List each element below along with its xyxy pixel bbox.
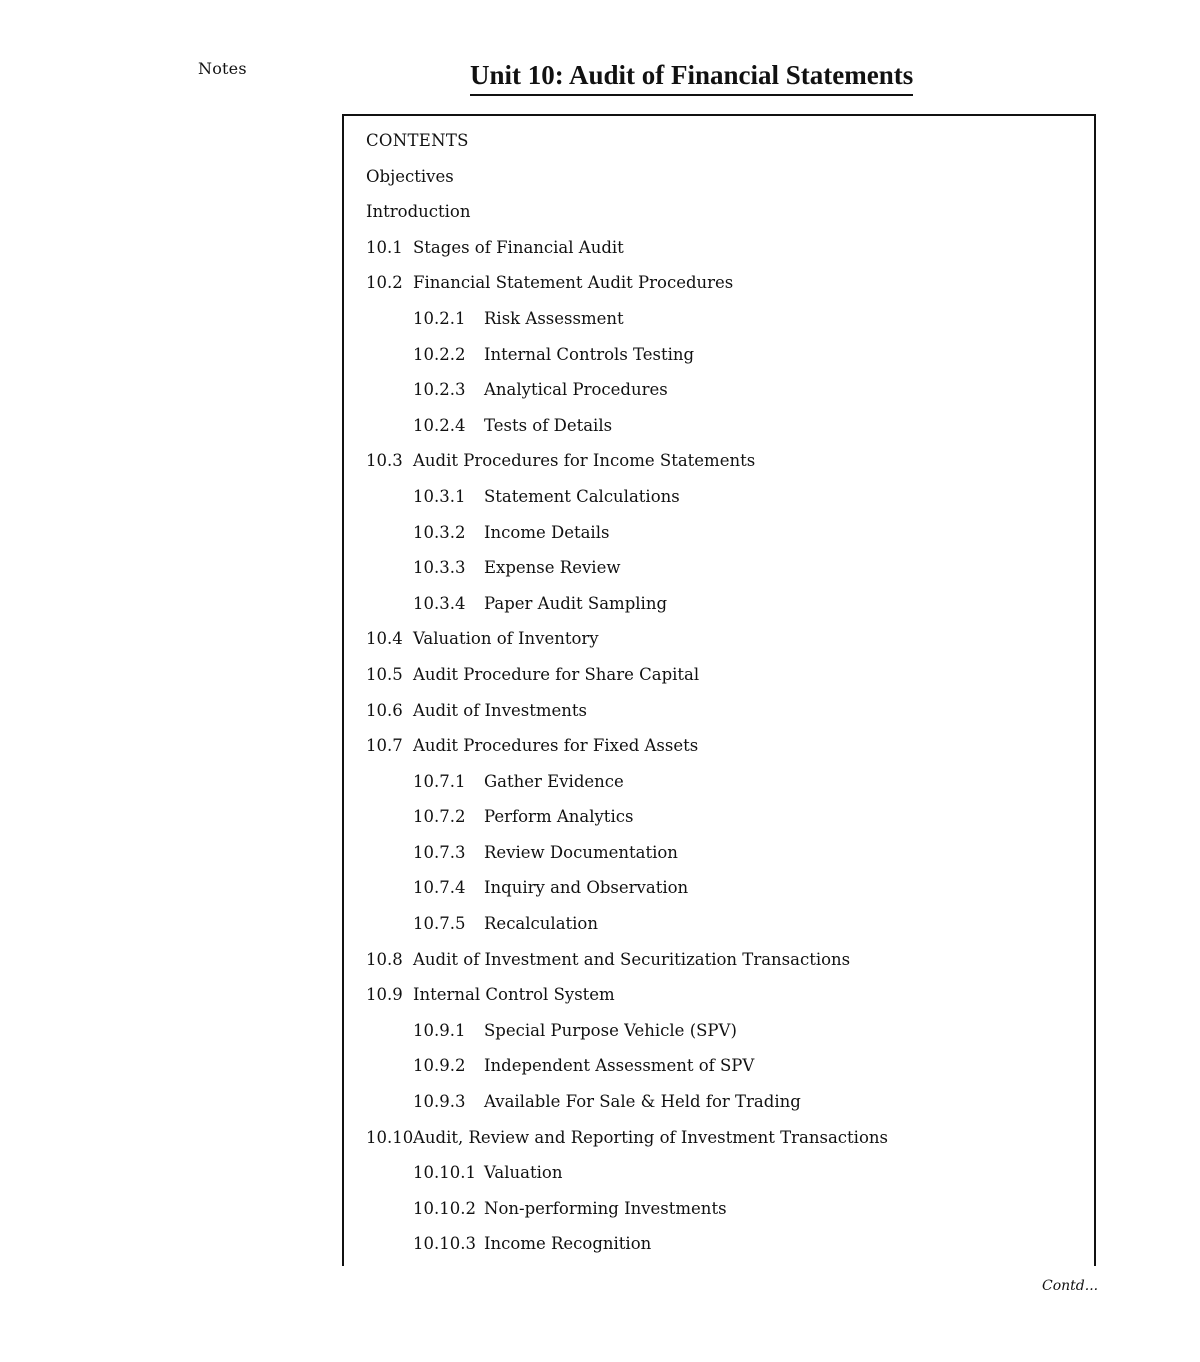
toc-entry [366, 977, 1086, 1013]
toc-list [366, 159, 1086, 1262]
toc-entry-label: Valuation [484, 1163, 563, 1183]
toc-entry [366, 1191, 1086, 1227]
toc-entry [366, 942, 1086, 978]
toc-entry [366, 586, 1086, 622]
toc-entry [366, 337, 1086, 373]
toc-entry-number: 10.3.2 [413, 522, 466, 542]
toc-entry-label: Expense Review [484, 558, 621, 578]
toc-entry-number: 10.10.2 [413, 1198, 476, 1218]
toc-entry-label: Audit of Investments [413, 700, 588, 720]
toc-entry-number: 10.9 [366, 985, 403, 1005]
toc-entry-number: 10.4 [366, 629, 403, 649]
toc-entry [366, 372, 1086, 408]
toc-entry [366, 301, 1086, 337]
toc-entry [366, 764, 1086, 800]
toc-entry [366, 443, 1086, 479]
toc-entry-label: Gather Evidence [484, 771, 624, 791]
toc-entry-number: 10.10.3 [413, 1234, 476, 1254]
toc-entry-label: Audit of Investment and Securitization Transactions [413, 949, 851, 969]
toc-entry-label: Stages of Financial Audit [413, 237, 624, 257]
toc-entry [366, 265, 1086, 301]
toc-entry [366, 693, 1086, 729]
toc-entry-number: 10.10.1 [413, 1163, 476, 1183]
toc-entry-number: 10.2.2 [413, 344, 466, 364]
toc-entry [366, 1155, 1086, 1191]
toc-entry [366, 515, 1086, 551]
toc-entry-label: Inquiry and Observation [484, 878, 689, 898]
toc-entry [366, 1013, 1086, 1049]
page-title: Unit 10: Audit of Financial Statements [470, 58, 913, 96]
toc-entry [366, 799, 1086, 835]
toc-entry [366, 906, 1086, 942]
margin-notes-label: Notes [198, 59, 247, 78]
toc-entry-number: 10.10 [366, 1127, 414, 1147]
toc-entry [366, 728, 1086, 764]
toc-entry-number: 10.1 [366, 237, 403, 257]
toc-entry-number: 10.3 [366, 451, 403, 471]
toc-entry [366, 835, 1086, 871]
toc-entry [366, 408, 1086, 444]
continued-note: Contd... [1042, 1278, 1099, 1294]
toc-entry [366, 870, 1086, 906]
toc-entry-label: Statement Calculations [484, 486, 680, 506]
toc-entry-label: Income Recognition [484, 1234, 652, 1254]
toc-entry-number: 10.7.3 [413, 842, 466, 862]
toc-entry [366, 230, 1086, 266]
toc-entry [366, 657, 1086, 693]
toc-entry-number: 10.9.1 [413, 1020, 466, 1040]
toc-entry-number: 10.2 [366, 273, 403, 293]
toc-entry-label: Independent Assessment of SPV [484, 1056, 755, 1076]
toc-entry-number: 10.9.2 [413, 1056, 466, 1076]
toc-entry [366, 1120, 1086, 1156]
toc-entry-label: Audit Procedures for Fixed Assets [413, 736, 699, 756]
toc-entry-label: Audit Procedure for Share Capital [413, 664, 700, 684]
toc-entry-number: 10.2.4 [413, 415, 466, 435]
toc-entry-number: 10.8 [366, 949, 403, 969]
toc-entry [366, 1048, 1086, 1084]
toc-entry-label: Financial Statement Audit Procedures [413, 273, 734, 293]
toc-entry [366, 194, 1086, 230]
toc-entry [366, 550, 1086, 586]
toc-entry-number: 10.5 [366, 664, 403, 684]
toc-entry-label: Introduction [366, 202, 471, 222]
toc-entry-number: 10.7.2 [413, 807, 466, 827]
toc-entry-label: Paper Audit Sampling [484, 593, 668, 613]
toc-entry [366, 1084, 1086, 1120]
toc-entry-label: Audit Procedures for Income Statements [413, 451, 756, 471]
toc-entry-label: Non-performing Investments [484, 1198, 727, 1218]
toc-entry-label: Available For Sale & Held for Trading [484, 1092, 801, 1112]
toc-entry-label: Analytical Procedures [484, 380, 668, 400]
toc-entry [366, 621, 1086, 657]
toc-entry [366, 479, 1086, 515]
toc-entry-number: 10.7 [366, 736, 403, 756]
toc-entry-number: 10.6 [366, 700, 403, 720]
toc-entry-number: 10.9.3 [413, 1092, 466, 1112]
toc-entry-label: Objectives [366, 166, 454, 186]
toc-entry-label: Risk Assessment [484, 308, 624, 328]
toc-entry-number: 10.2.3 [413, 380, 466, 400]
toc-entry [366, 159, 1086, 195]
toc-entry-label: Tests of Details [484, 415, 613, 435]
toc-entry-number: 10.7.1 [413, 771, 466, 791]
contents-heading: CONTENTS [366, 131, 469, 150]
toc-entry-number: 10.7.5 [413, 914, 466, 934]
toc-entry-label: Valuation of Inventory [413, 629, 599, 649]
toc-entry-number: 10.3.3 [413, 558, 466, 578]
toc-entry-label: Internal Control System [413, 985, 615, 1005]
toc-entry [366, 1226, 1086, 1262]
toc-entry-number: 10.2.1 [413, 308, 466, 328]
toc-entry-label: Review Documentation [484, 842, 678, 862]
toc-entry-label: Recalculation [484, 914, 598, 934]
toc-entry-label: Perform Analytics [484, 807, 634, 827]
toc-entry-label: Audit, Review and Reporting of Investment Transactions [413, 1127, 888, 1147]
toc-entry-label: Internal Controls Testing [484, 344, 695, 364]
toc-entry-label: Income Details [484, 522, 610, 542]
toc-entry-label: Special Purpose Vehicle (SPV) [484, 1020, 737, 1040]
toc-entry-number: 10.3.1 [413, 486, 466, 506]
toc-entry-number: 10.7.4 [413, 878, 466, 898]
toc-entry-number: 10.3.4 [413, 593, 466, 613]
table-of-contents [366, 123, 1086, 1262]
